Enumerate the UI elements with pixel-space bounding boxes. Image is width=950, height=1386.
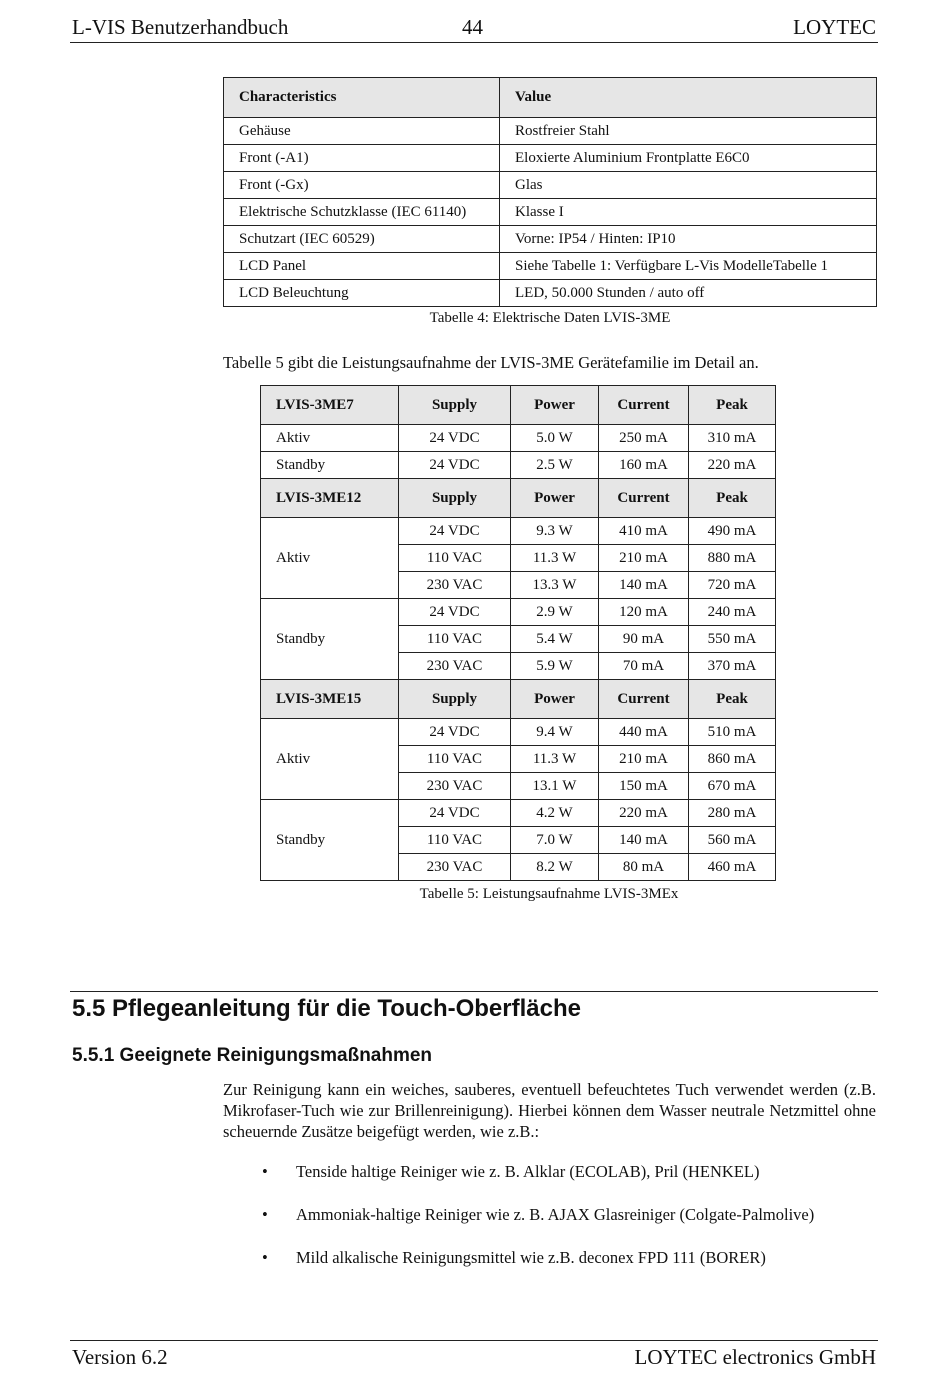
power-cell: 9.4 W — [511, 719, 599, 746]
table-row — [224, 145, 877, 172]
power-cell: 2.5 W — [511, 452, 599, 479]
intro-paragraph: Tabelle 5 gibt die Leistungsaufnahme der LVIS-3ME Gerätefamilie im Detail an. — [223, 353, 759, 372]
peak-cell: 560 mA — [689, 827, 776, 854]
page-number: 44 — [462, 15, 483, 39]
table4-caption: Tabelle 4: Elektrische Daten LVIS-3ME — [429, 310, 671, 326]
supply-cell: 110 VAC — [399, 746, 511, 773]
current-cell: 220 mA — [599, 800, 689, 827]
supply-cell: 230 VAC — [399, 572, 511, 599]
current-cell: 440 mA — [599, 719, 689, 746]
column-header: Power — [511, 479, 599, 518]
bullet-icon: • — [262, 1248, 268, 1267]
mode-label: Aktiv — [261, 425, 399, 452]
table-cell: Elektrische Schutzklasse (IEC 61140) — [224, 199, 500, 226]
header-title: L-VIS Benutzerhandbuch — [72, 15, 289, 39]
peak-cell: 310 mA — [689, 425, 776, 452]
current-cell: 90 mA — [599, 626, 689, 653]
list-item — [258, 1246, 814, 1289]
peak-cell: 220 mA — [689, 452, 776, 479]
table-cell: LCD Panel — [224, 253, 500, 280]
power-cell: 7.0 W — [511, 827, 599, 854]
current-cell: 210 mA — [599, 746, 689, 773]
current-cell: 140 mA — [599, 827, 689, 854]
cleaning-paragraph: Zur Reinigung kann ein weiches, sauberes, eventuell befeuchtetes Tuch verwendet werden (z.B. Mikrofaser-Tuch wie zur Brillenreinigung). Hierbei können dem Wasser neutrale Netzmittel ohne scheuernde Zusätze beigefügt werden, wie z.B.: — [223, 1080, 876, 1141]
current-cell: 210 mA — [599, 545, 689, 572]
list-item-text: Mild alkalische Reinigungsmittel wie z.B. deconex FPD 111 (BORER) — [296, 1248, 766, 1267]
peak-cell: 460 mA — [689, 854, 776, 881]
peak-cell: 720 mA — [689, 572, 776, 599]
column-header: Current — [599, 479, 689, 518]
table-cell: Front (-Gx) — [224, 172, 500, 199]
column-header: Peak — [689, 386, 776, 425]
supply-cell: 110 VAC — [399, 827, 511, 854]
current-cell: 70 mA — [599, 653, 689, 680]
mode-label: Aktiv — [261, 719, 399, 800]
list-item-text: Tenside haltige Reiniger wie z. B. Alklar (ECOLAB), Pril (HENKEL) — [296, 1162, 760, 1181]
current-cell: 120 mA — [599, 599, 689, 626]
peak-cell: 510 mA — [689, 719, 776, 746]
table-row — [261, 452, 776, 479]
peak-cell: 880 mA — [689, 545, 776, 572]
supply-cell: 110 VAC — [399, 626, 511, 653]
column-header: Power — [511, 386, 599, 425]
table-row — [224, 226, 877, 253]
model-header-row — [261, 680, 776, 719]
current-cell: 80 mA — [599, 854, 689, 881]
table-cell: Glas — [500, 172, 877, 199]
power-cell: 5.0 W — [511, 425, 599, 452]
power-cell: 5.9 W — [511, 653, 599, 680]
column-header: Supply — [399, 680, 511, 719]
section-rule — [70, 991, 878, 992]
supply-cell: 110 VAC — [399, 545, 511, 572]
power-cell: 4.2 W — [511, 800, 599, 827]
table-header-cell: Value — [500, 78, 877, 118]
supply-cell: 24 VDC — [399, 719, 511, 746]
table-row — [261, 425, 776, 452]
table-cell: LCD Beleuchtung — [224, 280, 500, 307]
column-header: Current — [599, 386, 689, 425]
column-header: Supply — [399, 386, 511, 425]
current-cell: 250 mA — [599, 425, 689, 452]
mode-label: Standby — [261, 599, 399, 680]
mode-label: Aktiv — [261, 518, 399, 599]
column-header: Current — [599, 680, 689, 719]
supply-cell: 230 VAC — [399, 854, 511, 881]
table-cell: Klasse I — [500, 199, 877, 226]
supply-cell: 230 VAC — [399, 773, 511, 800]
model-header-row — [261, 479, 776, 518]
bullet-icon: • — [262, 1162, 268, 1181]
supply-cell: 24 VDC — [399, 425, 511, 452]
table-header-row — [224, 78, 877, 118]
power-consumption-table — [260, 385, 776, 881]
current-cell: 140 mA — [599, 572, 689, 599]
table-row — [261, 800, 776, 827]
subsection-heading: 5.5.1 Geeignete Reinigungsmaßnahmen — [72, 1045, 433, 1066]
table-cell: Vorne: IP54 / Hinten: IP10 — [500, 226, 877, 253]
cleaning-agents-list — [258, 1160, 814, 1289]
table-row — [261, 599, 776, 626]
table-cell: Front (-A1) — [224, 145, 500, 172]
table-header-cell: Characteristics — [224, 78, 500, 118]
list-item-text: Ammoniak-haltige Reiniger wie z. B. AJAX Glasreiniger (Colgate-Palmolive) — [296, 1205, 815, 1224]
peak-cell: 860 mA — [689, 746, 776, 773]
table-cell: LED, 50.000 Stunden / auto off — [500, 280, 877, 307]
table-row — [224, 280, 877, 307]
table-cell: Rostfreier Stahl — [500, 118, 877, 145]
peak-cell: 550 mA — [689, 626, 776, 653]
power-cell: 11.3 W — [511, 545, 599, 572]
table-row — [224, 118, 877, 145]
power-cell: 5.4 W — [511, 626, 599, 653]
bullet-icon: • — [262, 1205, 268, 1224]
mode-label: Standby — [261, 452, 399, 479]
supply-cell: 24 VDC — [399, 599, 511, 626]
peak-cell: 280 mA — [689, 800, 776, 827]
power-cell: 13.3 W — [511, 572, 599, 599]
supply-cell: 24 VDC — [399, 452, 511, 479]
supply-cell: 24 VDC — [399, 800, 511, 827]
footer-company: LOYTEC electronics GmbH — [634, 1345, 876, 1369]
table-row — [224, 172, 877, 199]
current-cell: 150 mA — [599, 773, 689, 800]
section-heading: 5.5 Pflegeanleitung für die Touch-Oberfläche — [72, 995, 581, 1022]
peak-cell: 370 mA — [689, 653, 776, 680]
peak-cell: 670 mA — [689, 773, 776, 800]
table5-caption: Tabelle 5: Leistungsaufnahme LVIS-3MEx — [419, 886, 679, 902]
column-header: Peak — [689, 479, 776, 518]
table-row — [224, 199, 877, 226]
power-cell: 2.9 W — [511, 599, 599, 626]
model-header-row — [261, 386, 776, 425]
column-header: Power — [511, 680, 599, 719]
current-cell: 410 mA — [599, 518, 689, 545]
power-cell: 11.3 W — [511, 746, 599, 773]
power-cell: 8.2 W — [511, 854, 599, 881]
header-rule — [70, 42, 878, 43]
table-cell: Eloxierte Aluminium Frontplatte E6C0 — [500, 145, 877, 172]
footer-version: Version 6.2 — [72, 1345, 168, 1369]
model-name: LVIS-3ME12 — [261, 479, 399, 518]
supply-cell: 230 VAC — [399, 653, 511, 680]
current-cell: 160 mA — [599, 452, 689, 479]
table-row — [224, 253, 877, 280]
peak-cell: 240 mA — [689, 599, 776, 626]
table-cell: Siehe Tabelle 1: Verfügbare L-Vis ModelleTabelle 1 — [500, 253, 877, 280]
column-header: Peak — [689, 680, 776, 719]
table-cell: Schutzart (IEC 60529) — [224, 226, 500, 253]
table-row — [261, 719, 776, 746]
power-cell: 9.3 W — [511, 518, 599, 545]
list-item — [258, 1203, 814, 1246]
mode-label: Standby — [261, 800, 399, 881]
characteristics-table — [223, 77, 877, 307]
model-name: LVIS-3ME7 — [261, 386, 399, 425]
power-cell: 13.1 W — [511, 773, 599, 800]
table-row — [261, 518, 776, 545]
column-header: Supply — [399, 479, 511, 518]
model-name: LVIS-3ME15 — [261, 680, 399, 719]
supply-cell: 24 VDC — [399, 518, 511, 545]
footer-rule — [70, 1340, 878, 1341]
list-item — [258, 1160, 814, 1203]
header-brand: LOYTEC — [793, 15, 876, 39]
table-cell: Gehäuse — [224, 118, 500, 145]
peak-cell: 490 mA — [689, 518, 776, 545]
